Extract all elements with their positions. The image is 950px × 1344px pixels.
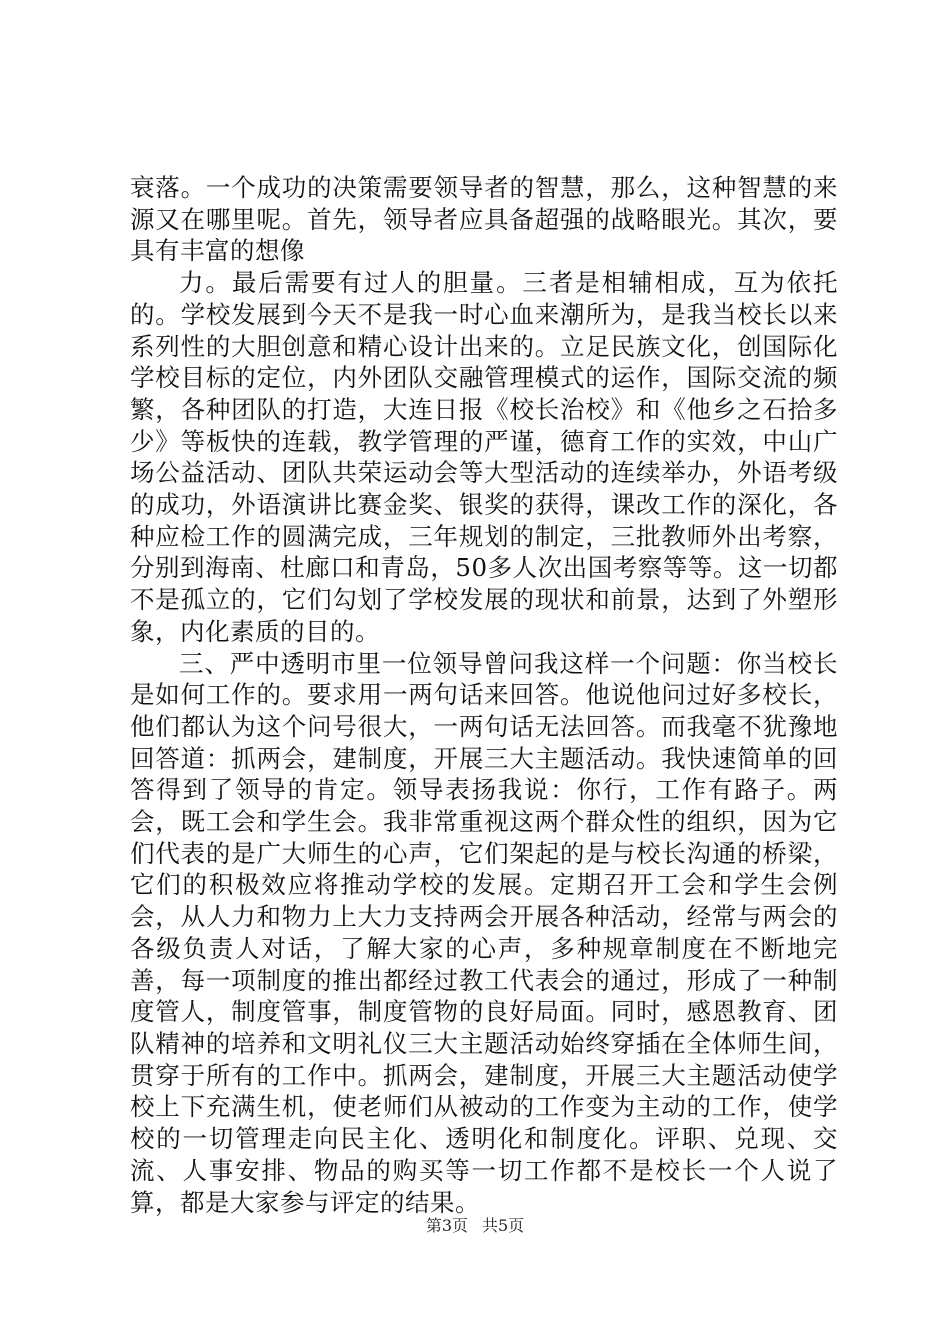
paragraph-leadership-courage: 力。最后需要有过人的胆量。三者是相辅相成，互为依托的。学校发展到今天不是我一时心血来潮所为，是我当校长以来系列性的大胆创意和精心设计出来的。立足民族文化，创国际化学校目标的定位，内外团队交融管理模式的运作，国际交流的频繁，各种团队的打造，大连日报《校长治校》和《他乡之石拾多少》等板快的连载，教学管理的严谨，德育工作的实效，中山广场公益活动、团队共荣运动会等大型活动的连续举办，外语考级的成功，外语演讲比赛金奖、银奖的获得，课改工作的深化，各种应检工作的圆满完成，三年规划的制定，三批教师外出考察，分别到海南、杜廊口和青岛，50多人次出国考察等等。这一切都不是孤立的，它们勾划了学校发展的现状和前景，达到了外塑形象，内化素质的目的。 — [130, 268, 838, 646]
page-total: 共5页 — [482, 1216, 525, 1235]
document-body — [130, 172, 838, 1218]
page-number: 第3页 — [425, 1216, 468, 1235]
paragraph-continuation: 衰落。一个成功的决策需要领导者的智慧，那么，这种智慧的来源又在哪里呢。首先，领导者应具备超强的战略眼光。其次，要具有丰富的想像 — [130, 173, 838, 266]
paragraph-transparency: 三、严中透明市里一位领导曾问我这样一个问题：你当校长是如何工作的。要求用一两句话来回答。他说他问过好多校长，他们都认为这个问号很大，一两句话无法回答。而我毫不犹豫地回答道：抓两会，建制度，开展三大主题活动。我快速简单的回答得到了领导的肯定。领导表扬我说：你行，工作有路子。两会，既工会和学生会。我非常重视这两个群众性的组织，因为它们代表的是广大师生的心声，它们架起的是与校长沟通的桥梁，它们的积极效应将推动学校的发展。定期召开工会和学生会例会，从人力和物力上大力支持两会开展各种活动，经常与两会的各级负责人对话，了解大家的心声，多种规章制度在不断地完善，每一项制度的推出都经过教工代表会的通过，形成了一种制度管人，制度管事，制度管物的良好局面。同时，感恩教育、团队精神的培养和文明礼仪三大主题活动始终穿插在全体师生间，贯穿于所有的工作中。抓两会，建制度，开展三大主题活动使学校上下充满生机，使老师们从被动的工作变为主动的工作，使学校的一切管理走向民主化、透明化和制度化。评职、兑现、交流、人事安排、物品的购买等一切工作都不是校长一个人说了算，都是大家参与评定的结果。 — [130, 648, 838, 1217]
page-footer — [0, 1216, 950, 1236]
